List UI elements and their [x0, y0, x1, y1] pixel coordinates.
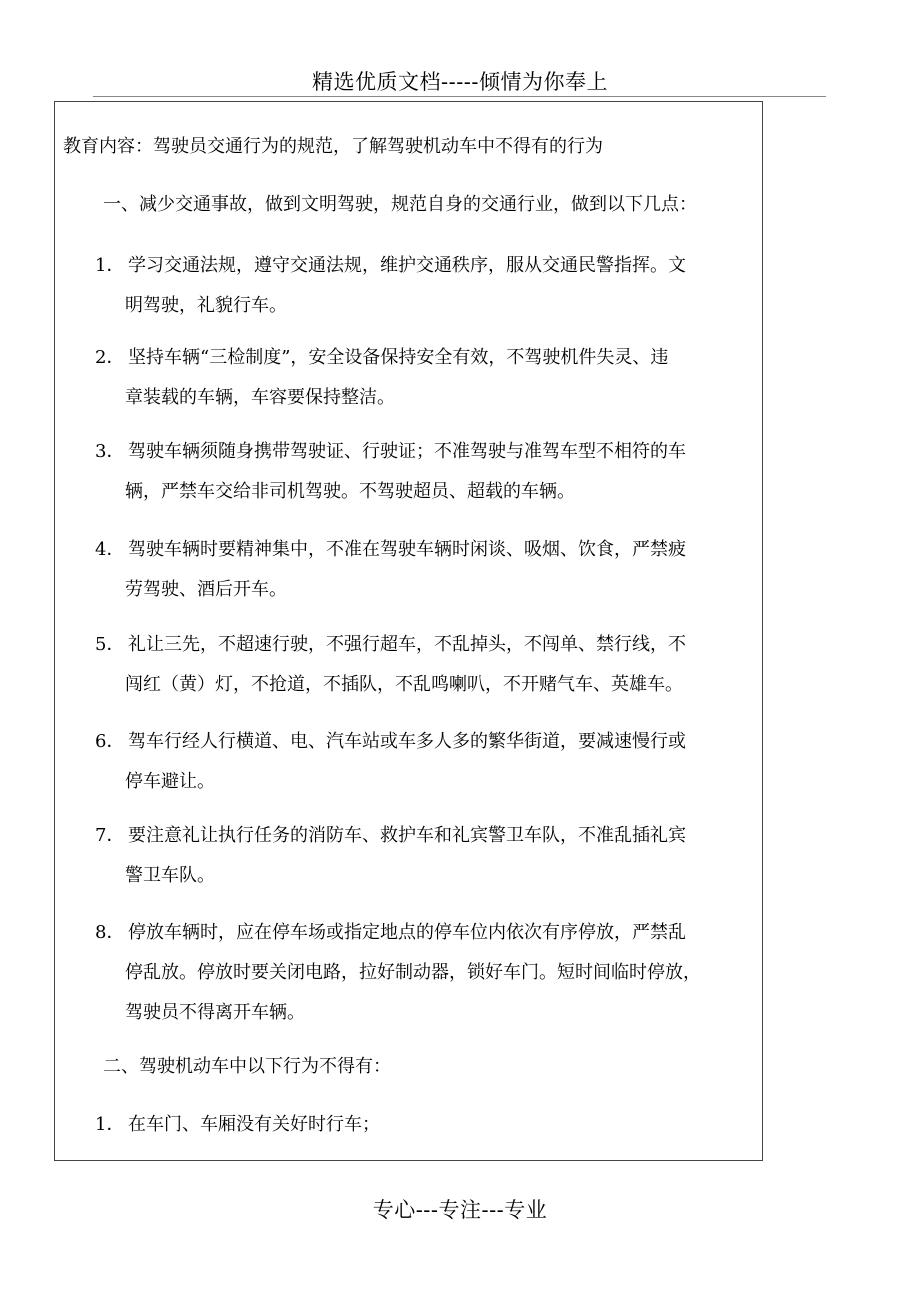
list-item	[95, 432, 760, 512]
list-item-line: 停放车辆时，应在停车场或指定地点的停车位内依次有序停放，严禁乱	[128, 922, 686, 943]
list-item-line: 章装载的车辆，车容要保持整洁。	[125, 387, 395, 408]
list-item-number: 5．	[95, 634, 125, 655]
page-header-title: 精选优质文档-----倾情为你奉上	[312, 70, 608, 94]
list-item-line: 礼让三先，不超速行驶，不强行超车，不乱掉头，不闯单、禁行线，不	[128, 634, 686, 655]
list-item-line: 闯红（黄）灯，不抢道，不插队，不乱鸣喇叭，不开赌气车、英雄车。	[125, 674, 683, 695]
list-item-line: 在车门、车厢没有关好时行车；	[128, 1114, 380, 1135]
list-item-number: 6．	[95, 731, 125, 752]
list-item-line: 要注意礼让执行任务的消防车、救护车和礼宾警卫车队，不准乱插礼宾	[128, 825, 686, 846]
header-divider	[93, 96, 826, 97]
list-item-line: 停车避让。	[125, 771, 215, 792]
list-item	[95, 338, 760, 418]
list-item-line: 明驾驶，礼貌行车。	[125, 295, 287, 316]
list-item-line: 学习交通法规，遵守交通法规，维护交通秩序，服从交通民警指挥。文	[128, 255, 686, 276]
list-item-line: 坚持车辆“三检制度”，安全设备保持安全有效，不驾驶机件失灵、违	[128, 347, 669, 368]
list-item-line: 驾驶员不得离开车辆。	[125, 1002, 305, 1023]
list-item	[95, 246, 760, 326]
list-item	[95, 1105, 760, 1145]
list-item-number: 8．	[95, 922, 125, 943]
list-item-line: 辆，严禁车交给非司机驾驶。不驾驶超员、超载的车辆。	[125, 481, 575, 502]
list-item-line: 劳驾驶、酒后开车。	[125, 579, 287, 600]
list-item-line: 警卫车队。	[125, 865, 215, 886]
section2-heading: 二、驾驶机动车中以下行为不得有：	[103, 1056, 391, 1077]
list-item	[95, 625, 760, 705]
list-item-number: 2．	[95, 347, 125, 368]
list-item-line: 驾车行经人行横道、电、汽车站或车多人多的繁华街道，要减速慢行或	[128, 731, 686, 752]
list-item-number: 4．	[95, 539, 125, 560]
list-item	[95, 816, 760, 896]
list-item-number: 3．	[95, 441, 125, 462]
page-footer: 专心---专注---专业	[372, 1198, 548, 1222]
list-item-number: 1．	[95, 255, 125, 276]
intro-text: 教育内容：驾驶员交通行为的规范，了解驾驶机动车中不得有的行为	[63, 136, 603, 157]
list-item-number: 7．	[95, 825, 125, 846]
list-item-line: 驾驶车辆时要精神集中，不准在驾驶车辆时闲谈、吸烟、饮食，严禁疲	[128, 539, 686, 560]
list-item-line: 驾驶车辆须随身携带驾驶证、行驶证；不准驾驶与准驾车型不相符的车	[128, 441, 686, 462]
list-item	[95, 913, 760, 1033]
list-item-line: 停乱放。停放时要关闭电路，拉好制动器，锁好车门。短时间临时停放，	[125, 962, 701, 983]
list-item	[95, 722, 760, 802]
list-item	[95, 530, 760, 610]
list-item-number: 1．	[95, 1114, 125, 1135]
section1-heading: 一、减少交通事故，做到文明驾驶，规范自身的交通行业，做到以下几点：	[103, 194, 697, 215]
